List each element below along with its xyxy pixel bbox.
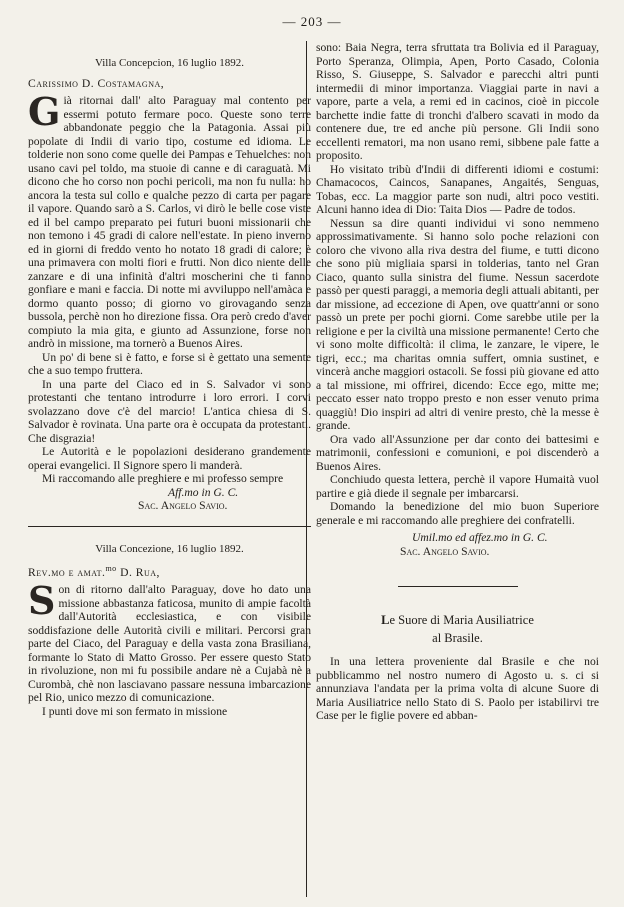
letter2-dateline: Villa Concezione, 16 luglio 1892. <box>95 542 244 555</box>
right-column <box>316 41 599 723</box>
letter1-salutation <box>28 77 311 91</box>
letter2-paragraph-2-start: I punti dove mi son fermato in missione <box>42 704 228 718</box>
letter1-dateline: Villa Concepcion, 16 luglio 1892. <box>94 57 245 69</box>
letter1-dropcap: G <box>28 89 61 134</box>
letter-separator <box>28 526 311 527</box>
letter1-paragraph-2: Un po' di bene si è fatto, e forse si è gettato una semente che a suo tempo fruttera. <box>28 350 311 377</box>
letter2-paragraph-4: Nessun sa dire quanti individui vi sono nemmeno approssimativamente. Si hanno solo poche relazioni con coloro che vivono alla riva destra del fiume, e tutti dicono che sono più migliaia sparsi in tolderias, tanto nel Gran Ciaco, quanto sulla sinistra del fiume. Nessun sacerdote passò per questi paraggi, a memoria degli attuali abitanti, per dar missione, ad eccezione di Apen, ove quattr'anni or sono passò un prete per pochi giorni. Come sarebbe utile per la religione e per la civiltà una missione permanente! Certo che vi sono molte difficoltà: il clima, le zanzare, le vipere, le tigri, ecc.; ma charitas omnia suffert, omnia sustinet, e vincerà anche maggiori ostacoli. Se fossi più giovane ed atto a tal missione, mi offrirei, dicendo: Ecce ego, mitte me; peccato esser nato troppo presto e non esser venuto prima quaggiù! Dio inspiri ad altri di venire presto, chè la messe è grande. <box>316 216 599 432</box>
letter1-paragraph-4: Le Autorità e le popolazioni desiderano grandemente operai evangelici. Il Signore spero li manderà. <box>28 445 311 472</box>
letter1-signature: Sac. Angelo Savio. <box>138 499 228 512</box>
letter1-salutation-name: D. Costamagna, <box>81 76 165 90</box>
section-title-line-2: al Brasile. <box>432 631 483 645</box>
letter2-closing: Umil.mo ed affez.mo in G. C. <box>412 531 548 544</box>
letter2-paragraph-6: Conchiudo questa lettera, perchè il vapore Humaità vuol partire e già diede il segnale per imbarcarsi. <box>316 473 599 500</box>
section-title-line-1 <box>316 611 599 629</box>
letter2-salutation-sup: mo <box>105 564 117 573</box>
letter2-paragraph-7: Domando la benedizione del mio buon Superiore generale e mi raccomando alle preghiere dei confratelli. <box>316 500 599 527</box>
letter2-paragraph-2-cont: sono: Baia Negra, terra sfruttata tra Bolivia ed il Paraguay, Porto Speranza, Olimpia, Apen, Porto Casado, Colonia Risso, S. Giuseppe, S. Salvador e parecchi altri punti intermedii di minor importanza. Viaggiai parte in navi a vapore, parte a vela, a remi ed in cacinos, cioè in piccole barchette indie fatte di tronchi d'albero scavati in modo da contenere due, tre ed anche più persone. Gli Indii sono eccellenti rematori, ma non usano remi, sibbene pale fatte a proposito. <box>316 41 599 162</box>
page-number: — 203 — <box>282 14 342 29</box>
letter2-salutation-name: D. Rua, <box>116 565 160 579</box>
letter1-paragraph-3: In una parte del Ciaco ed in S. Salvador vi sono protestanti che tentano introdurre i loro errori. I corvi svolazzano dove c'è del marcio! L'antica chiesa di S. Salvador è rovinata. Una parte ora è occupata da protestanti. Che disgrazia! <box>28 377 311 445</box>
letter2-opening <box>28 578 311 705</box>
section-paragraph-1: In una lettera proveniente dal Brasile e che noi pubblicammo nel nostro numero di Agosto u. s. ci si annunziava l'andata per la prima volta di alcune Suore di Maria Ausiliatrice nello Stato di S. Paolo per istabilirvi tre Case per le figlie povere ed abban- <box>316 655 599 722</box>
letter2-opening-text: on di ritorno dall'alto Paraguay, dove ho dato una missione abbastanza faticosa, munito di ampie facoltà dall'Autorità ecclesiastica, e con visibile soddisfazione delle Autorità civili e militari. Percorsi gran parte del Ciaco, del Paraguay e della vasta zona Brasiliana, formante lo Stato di Matto Grosso. Per essere questo Stato in rivoluzione, non mi fu possibile andare nè a Cujabà nè a Curombà, chè non lasciavano passare nessuna imbarcazione pel Rio, unico mezzo di comunicazione. <box>28 583 311 705</box>
letter1-paragraph-5: Mi raccomando alle preghiere e mi professo sempre <box>42 472 284 485</box>
left-column <box>28 41 311 718</box>
letter1-closing: Aff.mo in G. C. <box>168 485 239 499</box>
letter1-opening-text: ià ritornai dall' alto Paraguay mal contento per essermi potuto fermare poco. Queste sono terre abbandonate peggio che la Patagonia. Assai più popolate di Indii di vario tipo, costume ed idioma. Le tolderie non sono come quelle dei Pampas e Tehuelches: non usano cavi pel toldo, ma stuoie di canne e di caraguatà. Mi dicono che ho corso non pochi pericoli, ma non fu nulla: ho ancora la testa sul collo e qualche pezzo di carta per pagare il vapore. Quando sarò a S. Carlos, vi dirò le belle cose viste ed il bel campo preparato pei futuri buoni missionarii che non temono i 45 gradi di calore nell'estate. In pieno inverno ed in giorni di freddo vento ho notato 18 gradi di calore; è una primavera con molti fiori e frutti. Non dico niente delle zanzare e di una infinità d'altri moscherini che ti fanno gonfiare e mani e faccia. Di notte mi avviluppo nell'amàca e dormo quanto posso; di giorno vo girovagando senza bussola, perchè non ho direzione fissa. Ora però credo d'aver compiuto la mia gita, e giunto ad Assunzione, forse non andrò in missione, ma tornerò a Buenos Aires. <box>28 94 311 350</box>
letter2-salutation-prefix: Rev.mo e amat. <box>28 565 106 579</box>
letter2-salutation <box>28 562 311 579</box>
section-title-initial: L <box>381 613 390 627</box>
letter2-signature: Sac. Angelo Savio. <box>400 544 490 558</box>
letter2-dropcap: S <box>28 578 56 624</box>
letter1-salutation-prefix: Carissimo <box>28 76 82 90</box>
letter2-paragraph-5: Ora vado all'Assunzione per dar conto dei battesimi e matrimonii, confessioni e comunioni, e poi discenderò a Buenos Aires. <box>316 432 599 473</box>
letter1-opening <box>28 89 311 351</box>
letter2-paragraph-3: Ho visitato tribù d'Indii di differenti idiomi e costumi: Chamacocos, Caincos, Sanapanes, Angaités, Senguas, Tobas, ecc. La maggior parte son nudi, altri poco vestiti. Alcuni hanno idea di Dio: Taita Dios — Padre de todos. <box>316 162 599 216</box>
section-title-text: e Suore di Maria Ausiliatrice <box>389 613 534 627</box>
section-separator <box>398 586 518 587</box>
